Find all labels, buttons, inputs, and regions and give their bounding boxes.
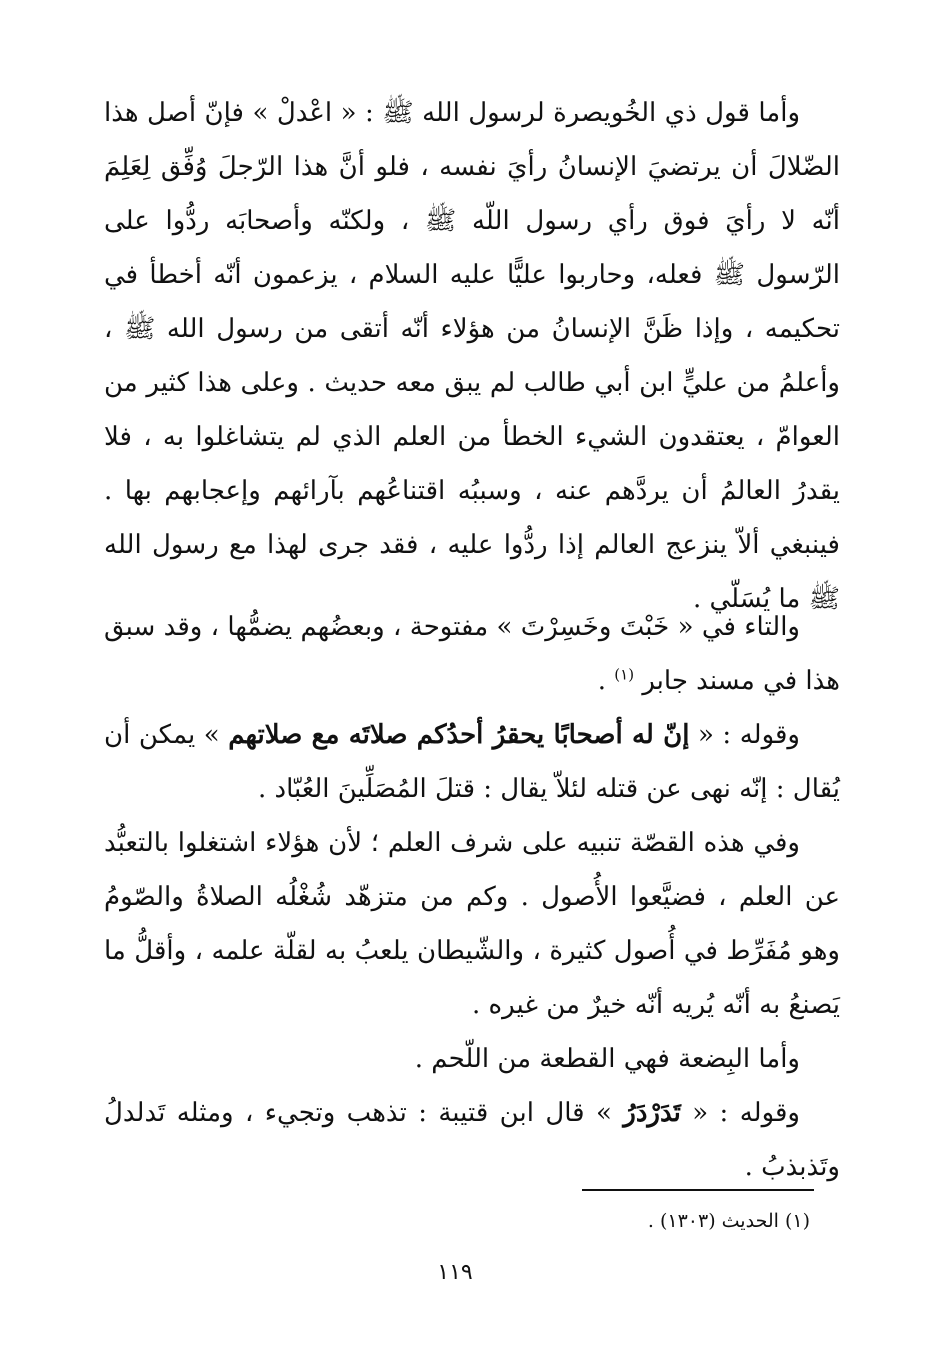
paragraph-text: وأما البِضعة فهي القطعة من اللّحم . (414, 1044, 800, 1074)
paragraph-text-group (104, 1086, 840, 1194)
paragraph-end: . (597, 666, 607, 696)
paragraph-lead: وقوله : « (680, 1098, 800, 1128)
paragraph-rest: » يمكن أن يُقال : إنّه نهى عن قتله لئلاّ يقال : قتلَ المُصَلِّينَ العُبّاد . (104, 720, 840, 804)
paragraph-text: والتاء في « خَبْتَ وخَسِرْتَ » مفتوحة ، وبعضُهم يضمُّها ، وقد سبق هذا في مسند جابر (104, 612, 840, 696)
paragraph-lead: وقوله : « (689, 720, 800, 750)
paragraph-bidaa (104, 1032, 840, 1086)
hadith-quote: إنّ له أصحابًا يحقرُ أحدُكم صلاتَه مع صلاتهم (228, 720, 690, 750)
paragraph-knowledge (104, 816, 840, 1032)
footnote-reference: (١) (614, 665, 635, 684)
paragraph-text-group (104, 600, 840, 708)
footnote: (١) الحديث (١٣٠٣) . (647, 1210, 810, 1232)
paragraph-tadardar (104, 1086, 840, 1194)
paragraph-text: وفي هذه القصّة تنبيه على شرف العلم ؛ لأن هؤلاء اشتغلوا بالتعبُّد عن العلم ، فضيَّعوا الأُصول . وكم من متزهّد شُغْلُه الصلاةُ والصّومُ وهو مُفَرِّط في أُصول كثيرة ، والشّيطان يلعبُ به لقلّة علمه ، وأقلُّ ما يَصنعُ به أنّه يُريه أنّه خيرٌ من غيره . (104, 828, 840, 1020)
paragraph-hadith-quote (104, 708, 840, 816)
quoted-word: تَدَرْدَرُ (623, 1098, 681, 1128)
paragraph-rest: » قال ابن قتيبة : تذهب وتجيء ، ومثله تَدلدلُ وتَذبذبُ . (104, 1098, 840, 1182)
paragraph-text-group (104, 708, 840, 816)
page-number: ١١٩ (437, 1260, 473, 1285)
paragraph-text: وأما قول ذي الخُويصرة لرسول الله ﷺ : « اعْدلْ » فإنّ أصل هذا الضّلالَ أن يرتضيَ الإنسانُ رأيَ نفسه ، فلو أنَّ هذا الرّجلَ وُفِّق لِعَلِمَ أنّه لا رأيَ فوق رأي رسول اللّه ﷺ ، ولكنّه وأصحابَه ردُّوا على الرّسول ﷺ فعله، وحاربوا عليًّا عليه السلام ، يزعمون أنّه أخطأ في تحكيمه ، وإذا ظَنَّ الإنسانُ من هؤلاء أنّه أتقى من رسول الله ﷺ ، وأعلمُ من عليٍّ ابن أبي طالب لم يبق معه حديث . وعلى هذا كثير من العوامّ ، يعتقدون الشيء الخطأ من العلم الذي لم يتشاغلوا به ، فلا يقدرُ العالمُ أن يردَّهم عنه ، وسببُه اقتناعُهم بآرائهم وإعجابهم بها . فينبغي ألاّ ينزعج العالم إذا ردُّوا عليه ، فقد جرى لهذا مع رسول الله ﷺ ما يُسَلّي . (104, 98, 840, 614)
paragraph-khuwaysira (104, 86, 840, 626)
footnote-divider (582, 1189, 814, 1191)
paragraph-ta-vowel (104, 600, 840, 708)
